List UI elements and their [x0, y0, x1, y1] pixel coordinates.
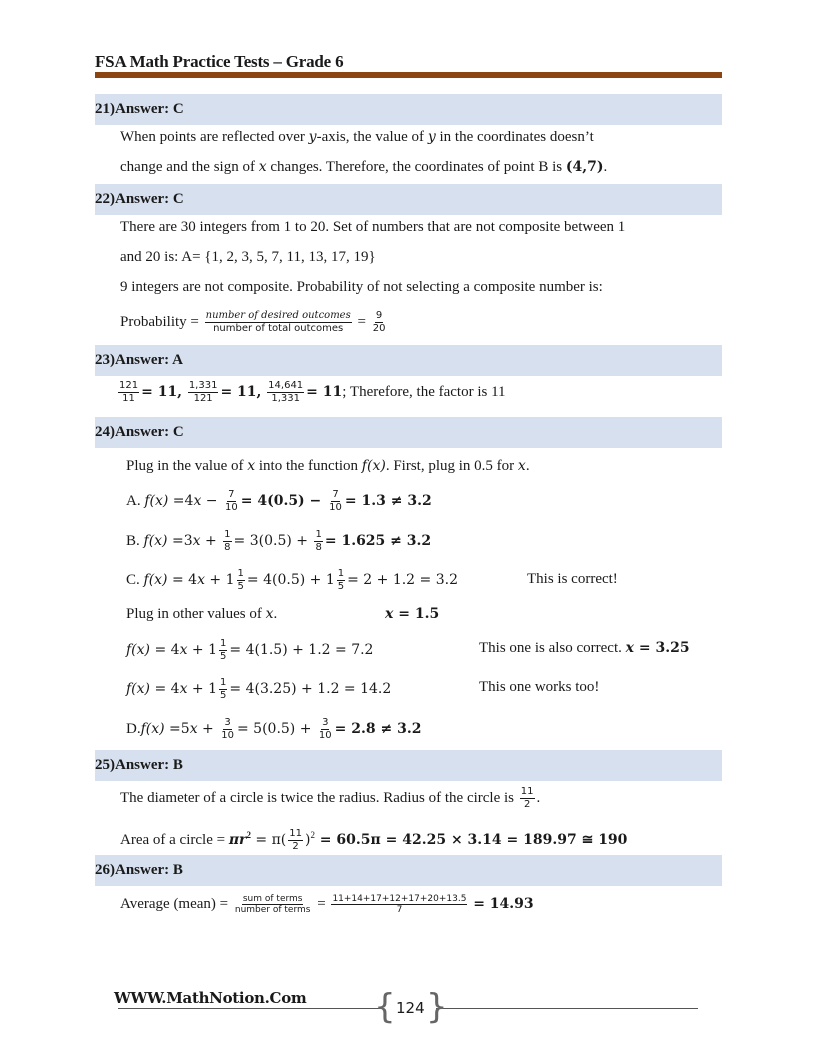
q24-option-c-note: This is correct!: [527, 571, 618, 587]
q24-option-a: A. f(x) =4x − $\frac{7}{10}$ = 4(0.5) − $\frac{7}{10}$ = 1.3 ≠ 3.2: [126, 489, 432, 513]
q22-line-1: There are 30 integers from 1 to 20. Set of numbers that are not composite between 1: [120, 219, 626, 235]
answer-label: 25)Answer: B: [95, 757, 183, 773]
page-bracket-left: {: [374, 987, 396, 1027]
answer-bar-22: [95, 184, 722, 215]
q24-intro: Plug in the value of x into the function f(x). First, plug in 0.5 for x.: [126, 458, 530, 474]
answer-bar-23: [95, 345, 722, 376]
q24-option-d: D.f(x) =5x + $\frac{3}{10}$ = 5(0.5) + $\frac{3}{10}$ = 2.8 ≠ 3.2: [126, 717, 422, 741]
q21-line-2: change and the sign of x changes. Therefore, the coordinates of point B is (4,7).: [120, 159, 608, 175]
answer-bar-21: [95, 94, 722, 125]
answer-label: 26)Answer: B: [95, 862, 183, 878]
q22-line-3: 9 integers are not composite. Probability of not selecting a composite number is:: [120, 279, 603, 295]
answer-label: 24)Answer: C: [95, 424, 184, 440]
q24-eval-2-note: This one works too!: [479, 679, 600, 695]
q24-eval-2: f(x) = 4x + 1 $\frac{1}{5}$ = 4(3.25) + 1.2 = 14.2: [126, 677, 392, 701]
q25-line-2: Area of a circle = $\pi r^2 = \pi$( $\frac{11}{2}$ )$^2$ = 60.5π = 42.25 × 3.14 = 189.97 ≅ 190: [120, 828, 628, 853]
title-rule: [95, 72, 722, 78]
q24-option-c: C. f(x) = 4x + 1 $\frac{1}{5}$ = 4(0.5) + 1 $\frac{1}{5}$ = 2 + 1.2 = 3.2: [126, 568, 458, 592]
answer-bar-25: [95, 750, 722, 781]
page-bracket-right: }: [426, 987, 448, 1027]
answer-bar-24: [95, 417, 722, 448]
answer-label: 21)Answer: C: [95, 101, 184, 117]
page-number: 124: [396, 999, 425, 1017]
q23-line: $\frac{121}{11}$ = 11, $\frac{1,331}{121}$ = 11, $\frac{14,641}{1,331}$ = 11; Therefore, the factor is 11: [119, 380, 506, 404]
q21-line-1: When points are reflected over y-axis, the value of y in the coordinates doesn’t: [120, 129, 594, 145]
q24-eval-1: f(x) = 4x + 1 $\frac{1}{5}$ = 4(1.5) + 1.2 = 7.2: [126, 638, 374, 662]
q24-other-value: x = 1.5: [385, 606, 440, 622]
q24-other-values: Plug in other values of x.: [126, 606, 278, 622]
answer-label: 22)Answer: C: [95, 191, 184, 207]
footer-brand: WWW.MathNotion.Com: [114, 989, 307, 1007]
q24-eval-1-note: This one is also correct. x = 3.25: [479, 640, 690, 656]
answer-bar-26: [95, 855, 722, 886]
page-title: FSA Math Practice Tests – Grade 6: [95, 52, 344, 71]
footer-rule: [118, 1008, 380, 1009]
q25-line-1: The diameter of a circle is twice the radius. Radius of the circle is $\frac{11}{2}$ .: [120, 786, 541, 810]
q22-probability: Probability = $\frac{\text{number of desired outcomes}}{\text{number of total outcomes}}$ = $\frac{9}{20}$: [120, 310, 386, 334]
answer-label: 23)Answer: A: [95, 352, 183, 368]
q22-line-2: and 20 is: A= {1, 2, 3, 5, 7, 11, 13, 17, 19}: [120, 249, 376, 265]
q24-option-b: B. f(x) =3x + $\frac{1}{8}$ = 3(0.5) + $\frac{1}{8}$ = 1.625 ≠ 3.2: [126, 529, 432, 553]
q26-line: Average (mean) = $\frac{\text{sum of terms}}{\text{number of terms}}$ = $\frac{11+14+17+12+17+20+13.5}{7}$ = 14.93: [120, 894, 534, 916]
footer-rule: [436, 1008, 698, 1009]
